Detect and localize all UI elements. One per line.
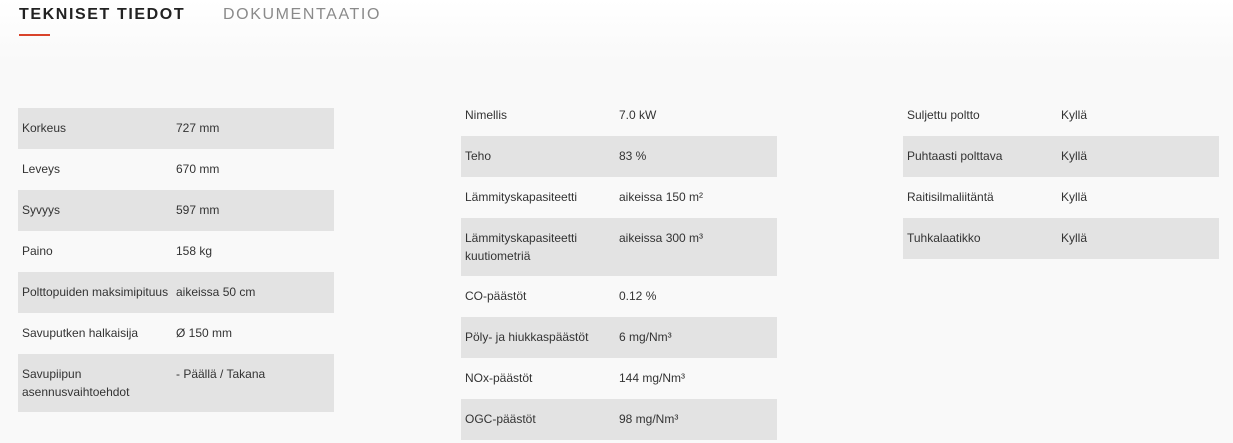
spec-row [461,276,777,317]
spec-value: 144 mg/Nm³ [619,371,686,385]
spec-value: 727 mm [176,121,220,135]
spec-value: 98 mg/Nm³ [619,412,679,426]
spec-value: Kyllä [1061,149,1088,163]
spec-value: Ø 150 mm [176,326,233,340]
spec-key: Tuhkalaatikko [907,231,981,245]
specs-column-dimensions [18,108,334,412]
spec-row [18,190,334,231]
spec-row [18,108,334,149]
spec-value: 6 mg/Nm³ [619,330,672,344]
spec-row [18,313,334,354]
spec-row [461,317,777,358]
spec-value: 7.0 kW [619,108,657,122]
spec-value: Kyllä [1061,231,1088,245]
spec-key: Lämmityskapasiteetti kuutiometriä [465,231,578,263]
spec-value: aikeissa 150 m² [619,190,704,204]
specs-column-features [903,95,1219,259]
spec-key: Nimellis [465,108,507,122]
spec-key: Polttopuiden maksimipituus [22,285,169,299]
spec-key: NOx-päästöt [465,371,533,385]
spec-value: Kyllä [1061,190,1088,204]
spec-value: 158 kg [176,244,213,258]
tab-technical-specs[interactable]: TEKNISET TIEDOT [19,6,186,23]
spec-row [18,231,334,272]
spec-value: aikeissa 50 cm [176,285,256,299]
spec-key: Suljettu poltto [907,108,980,122]
spec-row [903,136,1219,177]
spec-row [18,272,334,313]
spec-row [903,177,1219,218]
spec-key: Raitisilmaliitäntä [907,190,994,204]
spec-row [461,177,777,218]
spec-value: Kyllä [1061,108,1088,122]
spec-key: Pöly- ja hiukkaspäästöt [465,330,589,344]
spec-value: 597 mm [176,203,220,217]
spec-key: Korkeus [22,121,67,135]
spec-row [461,218,777,276]
spec-key: Teho [465,149,492,163]
spec-row [461,358,777,399]
spec-value: aikeissa 300 m³ [619,231,704,245]
spec-row [903,218,1219,259]
active-tab-indicator [19,34,50,36]
spec-row [461,136,777,177]
spec-key: Syvyys [22,203,61,217]
spec-key: Lämmityskapasiteetti [465,190,578,204]
spec-row [461,95,777,136]
spec-value: 0.12 % [619,289,657,303]
spec-key: Puhtaasti polttava [907,149,1003,163]
specs-column-performance [461,95,777,440]
spec-row [461,399,777,440]
spec-value: - Päällä / Takana [176,367,266,381]
spec-value: 670 mm [176,162,220,176]
spec-value: 83 % [619,149,647,163]
spec-key: OGC-päästöt [465,412,536,426]
spec-key: CO-päästöt [465,289,527,303]
spec-key: Savupiipun asennusvaihtoehdot [22,367,130,399]
tab-documentation[interactable]: DOKUMENTAATIO [223,6,381,23]
spec-key: Leveys [22,162,61,176]
spec-key: Paino [22,244,53,258]
spec-row [18,149,334,190]
spec-row [18,354,334,412]
spec-key: Savuputken halkaisija [22,326,139,340]
spec-row [903,95,1219,136]
